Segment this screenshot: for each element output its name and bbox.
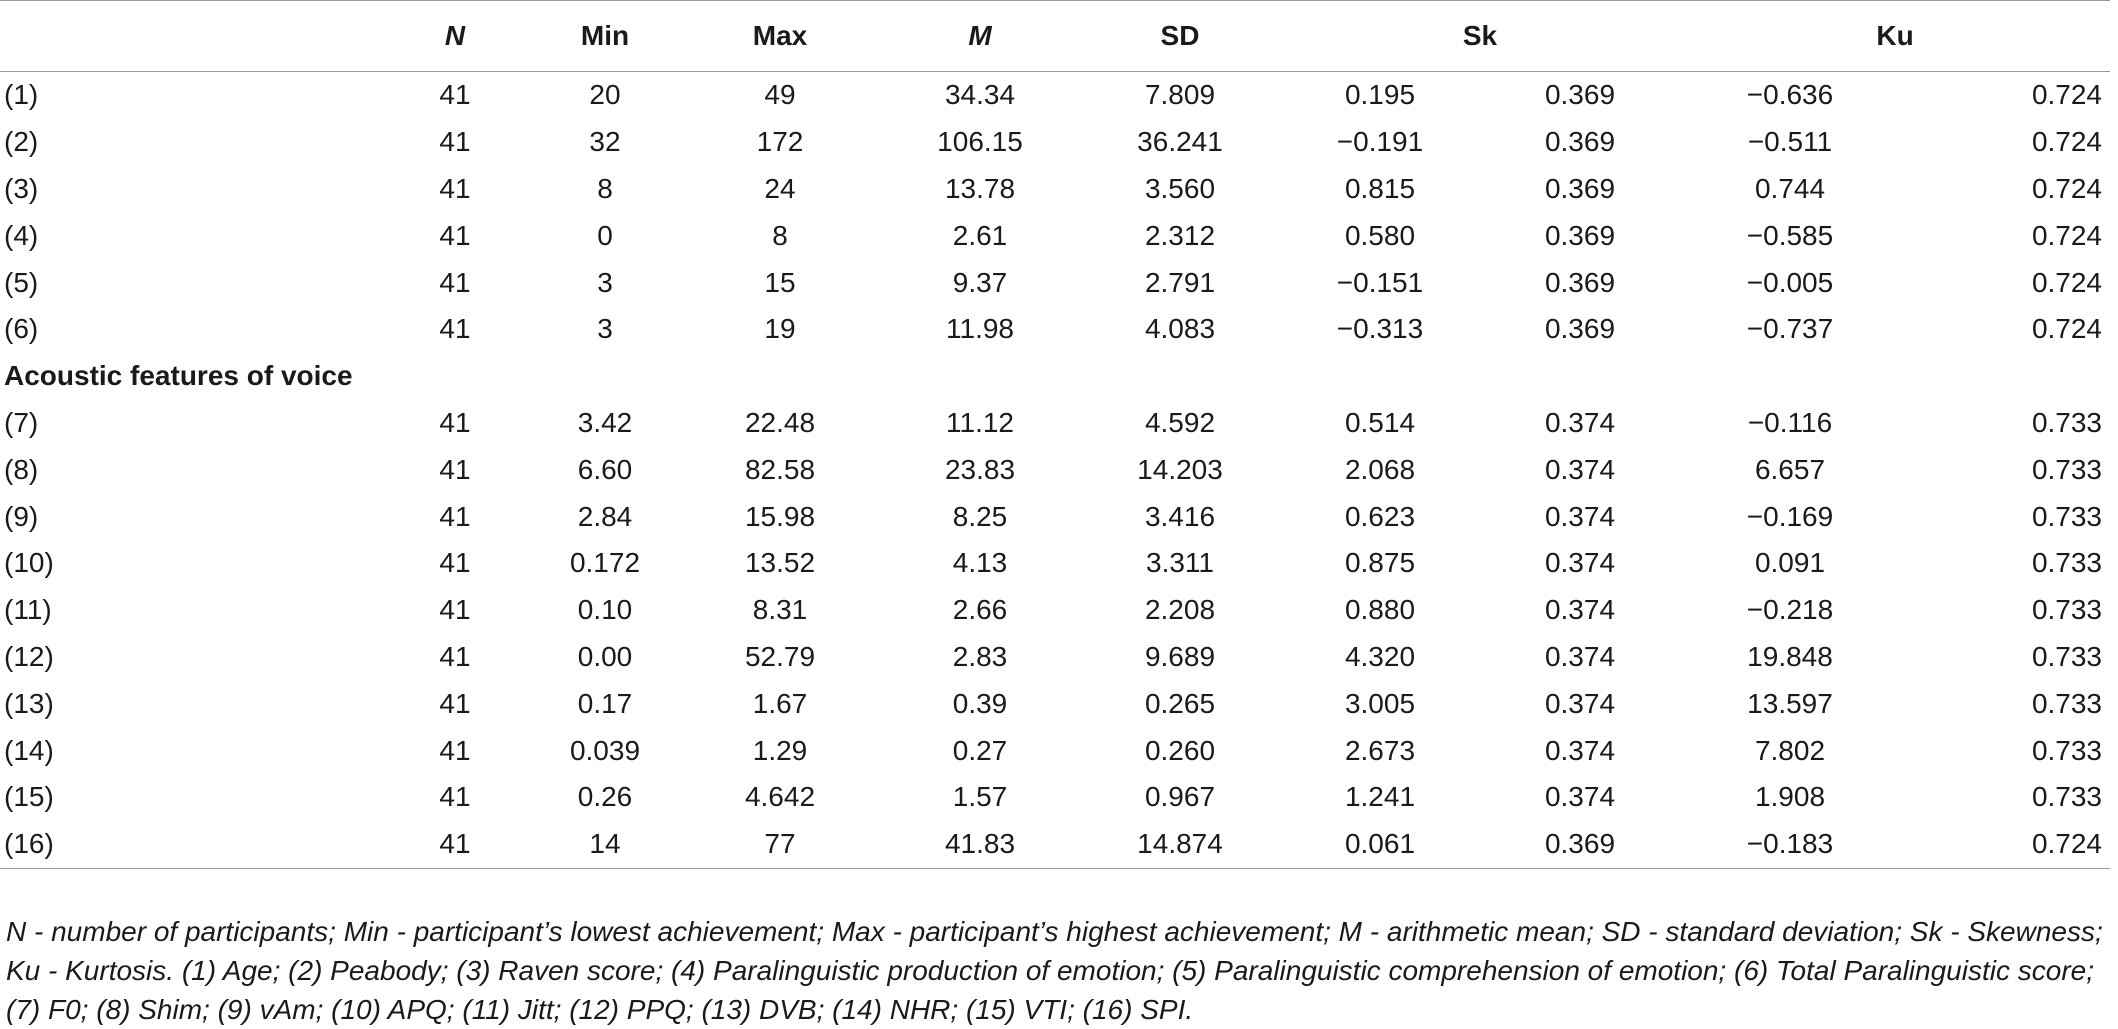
cell-mean: 2.83: [952, 640, 1008, 672]
cell-max: 24: [764, 172, 796, 204]
cell-skewness: −0.151: [1336, 266, 1424, 298]
cell-max: 49: [764, 79, 796, 111]
cell-skewness: 0.061: [1280, 821, 1480, 868]
cell-variable: (15): [4, 781, 54, 813]
cell-kurtosis-se: 0.733: [2031, 781, 2103, 813]
cell-kurtosis-se: 0.733: [2031, 453, 2103, 485]
header-row: [0, 1, 2110, 72]
section-heading: Acoustic features of voice: [4, 360, 353, 392]
cell-n: 41: [439, 219, 471, 251]
cell-n: 41: [439, 406, 471, 438]
table-row: [0, 166, 2110, 213]
cell-skewness-se: 0.369: [1544, 79, 1616, 111]
cell-mean: 106.15: [937, 126, 1023, 158]
cell-sd: 9.689: [1144, 640, 1216, 672]
cell-skewness-se: 0.374: [1544, 781, 1616, 813]
table-row: [0, 212, 2110, 259]
table-row: [0, 446, 2110, 493]
cell-kurtosis: 1.908: [1754, 781, 1826, 813]
cell-skewness: 1.241: [1344, 781, 1416, 813]
table-row: [0, 493, 2110, 540]
cell-min: 0.00: [577, 640, 633, 672]
cell-skewness-se: 0.374: [1544, 500, 1616, 532]
cell-max: 77: [680, 821, 880, 868]
cell-skewness-se: 0.374: [1544, 406, 1616, 438]
cell-kurtosis: −0.511: [1747, 126, 1833, 158]
cell-max: 8: [772, 219, 788, 251]
cell-kurtosis: −0.218: [1746, 594, 1834, 626]
cell-kurtosis-se: 0.733: [2031, 640, 2103, 672]
cell-variable: (8): [4, 453, 39, 485]
cell-sd: 3.560: [1144, 172, 1216, 204]
table-row: [0, 259, 2110, 306]
header-skewness: Sk: [1462, 20, 1498, 51]
cell-skewness-se: 0.369: [1544, 126, 1616, 158]
table-row: [0, 821, 2110, 868]
cell-variable: (4): [4, 219, 39, 251]
cell-variable: (11): [4, 594, 52, 626]
cell-min: 0.172: [569, 547, 641, 579]
cell-n: 41: [380, 821, 530, 868]
cell-kurtosis: −0.737: [1746, 313, 1834, 345]
cell-sd: 0.265: [1144, 687, 1216, 719]
cell-mean: 8.25: [952, 500, 1008, 532]
cell-kurtosis: 13.597: [1747, 687, 1833, 719]
cell-mean: 23.83: [944, 453, 1016, 485]
cell-n: 41: [439, 500, 471, 532]
cell-variable: (9): [4, 500, 39, 532]
table-row: [0, 119, 2110, 166]
cell-skewness: −0.191: [1336, 126, 1424, 158]
cell-sd: 4.083: [1144, 313, 1216, 345]
cell-kurtosis-se: 0.733: [2031, 406, 2103, 438]
cell-max: 1.67: [752, 687, 808, 719]
cell-min: 3.42: [577, 406, 633, 438]
cell-kurtosis: −0.005: [1746, 266, 1834, 298]
cell-mean: 9.37: [952, 266, 1008, 298]
cell-variable: (1): [4, 79, 39, 111]
header-sd: SD: [1160, 20, 1200, 51]
table-row: [0, 587, 2110, 634]
cell-kurtosis-se: 0.724: [2031, 126, 2103, 158]
cell-sd: 3.311: [1146, 547, 1214, 579]
cell-kurtosis: 19.848: [1747, 640, 1833, 672]
cell-mean: 13.78: [944, 172, 1016, 204]
cell-kurtosis: 0.091: [1754, 547, 1826, 579]
section-heading-row: [0, 353, 2110, 400]
cell-variable: (7): [4, 406, 39, 438]
table-row: [0, 680, 2110, 727]
cell-skewness-se: 0.374: [1544, 453, 1616, 485]
cell-variable: (3): [4, 172, 39, 204]
cell-sd: 0.260: [1144, 734, 1216, 766]
cell-n: 41: [439, 313, 471, 345]
cell-kurtosis: −0.636: [1746, 79, 1834, 111]
cell-n: 41: [439, 640, 471, 672]
cell-skewness-se: 0.374: [1544, 734, 1616, 766]
cell-mean: 11.98: [946, 313, 1014, 345]
cell-min: 6.60: [577, 453, 633, 485]
cell-kurtosis: 0.744: [1754, 172, 1826, 204]
cell-min: 0.10: [577, 594, 633, 626]
cell-kurtosis-se: 0.724: [2031, 79, 2103, 111]
cell-kurtosis: 7.802: [1754, 734, 1826, 766]
cell-skewness-se: 0.374: [1544, 547, 1616, 579]
cell-n: 41: [439, 453, 471, 485]
cell-max: 52.79: [744, 640, 816, 672]
cell-max: 19: [764, 313, 796, 345]
cell-n: 41: [439, 79, 471, 111]
cell-n: 41: [439, 781, 471, 813]
cell-max: 15: [764, 266, 796, 298]
cell-min: 14: [530, 821, 680, 868]
table-row: [0, 727, 2110, 774]
cell-skewness: 0.514: [1344, 406, 1416, 438]
cell-mean: 4.13: [952, 547, 1008, 579]
cell-variable: (16): [0, 821, 380, 868]
cell-min: 32: [589, 126, 621, 158]
table-row: [0, 634, 2110, 681]
cell-sd: 14.203: [1137, 453, 1223, 485]
cell-min: 3: [597, 266, 613, 298]
header-max: Max: [752, 20, 808, 51]
cell-skewness-se: 0.374: [1544, 594, 1616, 626]
cell-min: 2.84: [577, 500, 633, 532]
cell-skewness: 2.673: [1344, 734, 1416, 766]
cell-skewness: 0.623: [1344, 500, 1416, 532]
cell-min: 0: [597, 219, 613, 251]
cell-mean: 11.12: [946, 406, 1014, 438]
table-body: [0, 72, 2110, 869]
cell-min: 8: [597, 172, 613, 204]
cell-min: 0.26: [577, 781, 633, 813]
cell-kurtosis-se: 0.733: [2031, 547, 2103, 579]
cell-skewness: 0.580: [1344, 219, 1416, 251]
table-row: [0, 72, 2110, 119]
cell-variable: (6): [4, 313, 39, 345]
cell-variable: (12): [4, 640, 54, 672]
cell-kurtosis-se: 0.724: [1900, 821, 2110, 868]
cell-n: 41: [439, 126, 471, 158]
cell-kurtosis-se: 0.724: [2031, 266, 2103, 298]
header-min: Min: [580, 20, 630, 51]
cell-sd: 2.791: [1144, 266, 1216, 298]
cell-kurtosis-se: 0.724: [2031, 313, 2103, 345]
cell-kurtosis-se: 0.733: [2031, 500, 2103, 532]
cell-sd: 3.416: [1144, 500, 1216, 532]
cell-kurtosis: 6.657: [1754, 453, 1826, 485]
cell-variable: (10): [4, 547, 54, 579]
cell-sd: 4.592: [1144, 406, 1216, 438]
cell-n: 41: [439, 172, 471, 204]
cell-min: 3: [597, 313, 613, 345]
cell-max: 4.642: [744, 781, 816, 813]
cell-skewness: 3.005: [1344, 687, 1416, 719]
table-row: [0, 400, 2110, 447]
cell-skewness-se: 0.374: [1544, 687, 1616, 719]
cell-max: 22.48: [744, 406, 816, 438]
cell-skewness: 4.320: [1344, 640, 1416, 672]
cell-skewness: 2.068: [1344, 453, 1416, 485]
cell-n: 41: [439, 734, 471, 766]
table-footnote: N - number of participants; Min - participant’s lowest achievement; Max - participant’s highest achievement; M - arithmetic mean; SD - standard deviation; Sk - Skewness; Ku - Kurtosis. (1) Age; (2) Peabody; (3) Raven score; (4) Paralinguistic production of emotion; (5) Paralinguistic comprehension of emotion; (6) Total Paralinguistic score; (7) F0; (8) Shim; (9) vAm; (10) APQ; (11) Jitt; (12) PPQ; (13) DVB; (14) NHR; (15) VTI; (16) SPI.: [6, 916, 2103, 1025]
cell-skewness: 0.815: [1344, 172, 1416, 204]
cell-sd: 7.809: [1144, 79, 1216, 111]
header-variable: [0, 1, 380, 72]
cell-kurtosis: −0.169: [1746, 500, 1834, 532]
cell-mean: 2.61: [952, 219, 1008, 251]
cell-mean: 0.27: [952, 734, 1008, 766]
cell-kurtosis-se: 0.724: [2031, 219, 2103, 251]
cell-kurtosis: −0.183: [1680, 821, 1900, 868]
cell-variable: (5): [4, 266, 39, 298]
cell-sd: 2.312: [1144, 219, 1216, 251]
cell-kurtosis-se: 0.733: [2031, 687, 2103, 719]
cell-skewness: −0.313: [1336, 313, 1424, 345]
cell-n: 41: [439, 687, 471, 719]
cell-max: 13.52: [744, 547, 816, 579]
cell-variable: (14): [4, 734, 54, 766]
cell-skewness-se: 0.369: [1544, 219, 1616, 251]
table-header: [0, 1, 2110, 72]
cell-max: 1.29: [752, 734, 808, 766]
cell-max: 15.98: [744, 500, 816, 532]
cell-n: 41: [439, 594, 471, 626]
cell-skewness-se: 0.374: [1544, 640, 1616, 672]
cell-skewness: 0.195: [1344, 79, 1416, 111]
cell-min: 0.17: [577, 687, 633, 719]
cell-mean: 1.57: [952, 781, 1008, 813]
cell-skewness-se: 0.369: [1544, 313, 1616, 345]
cell-mean: 41.83: [880, 821, 1080, 868]
cell-sd: 14.874: [1080, 821, 1280, 868]
cell-min: 0.039: [569, 734, 641, 766]
table-row: [0, 774, 2110, 821]
cell-min: 20: [589, 79, 621, 111]
header-mean: M: [968, 20, 992, 51]
cell-max: 172: [756, 126, 804, 158]
cell-variable: (13): [4, 687, 54, 719]
cell-mean: 34.34: [944, 79, 1016, 111]
header-kurtosis: Ku: [1876, 20, 1914, 51]
cell-n: 41: [439, 266, 471, 298]
cell-mean: 0.39: [952, 687, 1008, 719]
cell-skewness-se: 0.369: [1480, 821, 1680, 868]
cell-sd: 36.241: [1137, 126, 1223, 158]
cell-skewness: 0.880: [1344, 594, 1416, 626]
table-row: [0, 306, 2110, 353]
cell-kurtosis: −0.116: [1747, 406, 1833, 438]
cell-kurtosis: −0.585: [1746, 219, 1834, 251]
cell-kurtosis-se: 0.724: [2031, 172, 2103, 204]
cell-max: 82.58: [744, 453, 816, 485]
cell-skewness-se: 0.369: [1544, 172, 1616, 204]
cell-kurtosis-se: 0.733: [2031, 734, 2103, 766]
cell-variable: (2): [4, 126, 39, 158]
cell-sd: 2.208: [1144, 594, 1216, 626]
table-row: [0, 540, 2110, 587]
cell-skewness: 0.875: [1344, 547, 1416, 579]
cell-mean: 2.66: [952, 594, 1008, 626]
cell-max: 8.31: [752, 594, 808, 626]
cell-skewness-se: 0.369: [1544, 266, 1616, 298]
cell-kurtosis-se: 0.733: [2031, 594, 2103, 626]
header-n: N: [444, 20, 466, 51]
cell-sd: 0.967: [1144, 781, 1216, 813]
cell-n: 41: [439, 547, 471, 579]
